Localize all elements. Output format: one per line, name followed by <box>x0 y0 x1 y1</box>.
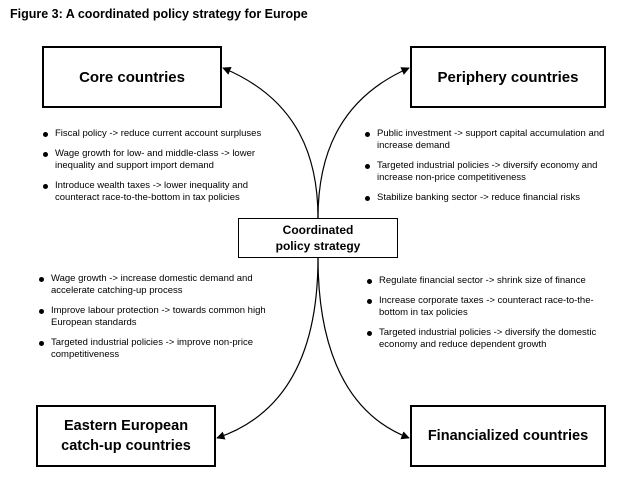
list-item: Targeted industrial policies -> diversify economy and increase non-price competitiveness <box>362 160 614 184</box>
periphery-policy-list <box>362 128 614 212</box>
financialized-countries-box <box>410 405 606 467</box>
list-item: Regulate financial sector -> shrink size of finance <box>364 275 616 287</box>
list-item: Public investment -> support capital accumulation and increase demand <box>362 128 614 152</box>
eastern-european-title-line2: catch-up countries <box>61 438 191 454</box>
list-item: Fiscal policy -> reduce current account surpluses <box>40 128 290 140</box>
periphery-countries-box <box>410 46 606 108</box>
coordinated-strategy-box <box>238 218 398 258</box>
periphery-countries-title: Periphery countries <box>437 68 579 86</box>
core-countries-title: Core countries <box>79 68 185 86</box>
center-title-line1: Coordinated <box>282 223 354 237</box>
list-item: Stabilize banking sector -> reduce financial risks <box>362 192 614 204</box>
eastern-european-title-line1: Eastern European <box>63 418 189 434</box>
list-item: Introduce wealth taxes -> lower inequality and counteract race-to-the-bottom in tax policies <box>40 180 290 204</box>
core-policy-list <box>40 128 290 212</box>
list-item: Improve labour protection -> towards common high European standards <box>36 305 298 329</box>
center-title-line2: policy strategy <box>275 239 361 253</box>
list-item: Wage growth for low- and middle-class -> lower inequality and support import demand <box>40 148 290 172</box>
list-item: Targeted industrial policies -> improve non-price competitiveness <box>36 337 298 361</box>
eastern-european-box <box>36 405 216 467</box>
core-countries-box <box>42 46 222 108</box>
eastern-policy-list <box>36 273 298 369</box>
financialized-countries-title: Financialized countries <box>427 428 589 444</box>
list-item: Increase corporate taxes -> counteract race-to-the-bottom in tax policies <box>364 295 616 319</box>
list-item: Targeted industrial policies -> diversify the domestic economy and reduce dependent growth <box>364 327 616 351</box>
list-item: Wage growth -> increase domestic demand and accelerate catching-up process <box>36 273 298 297</box>
figure-title: Figure 3: A coordinated policy strategy for Europe <box>10 7 308 21</box>
financialized-policy-list <box>364 275 616 359</box>
